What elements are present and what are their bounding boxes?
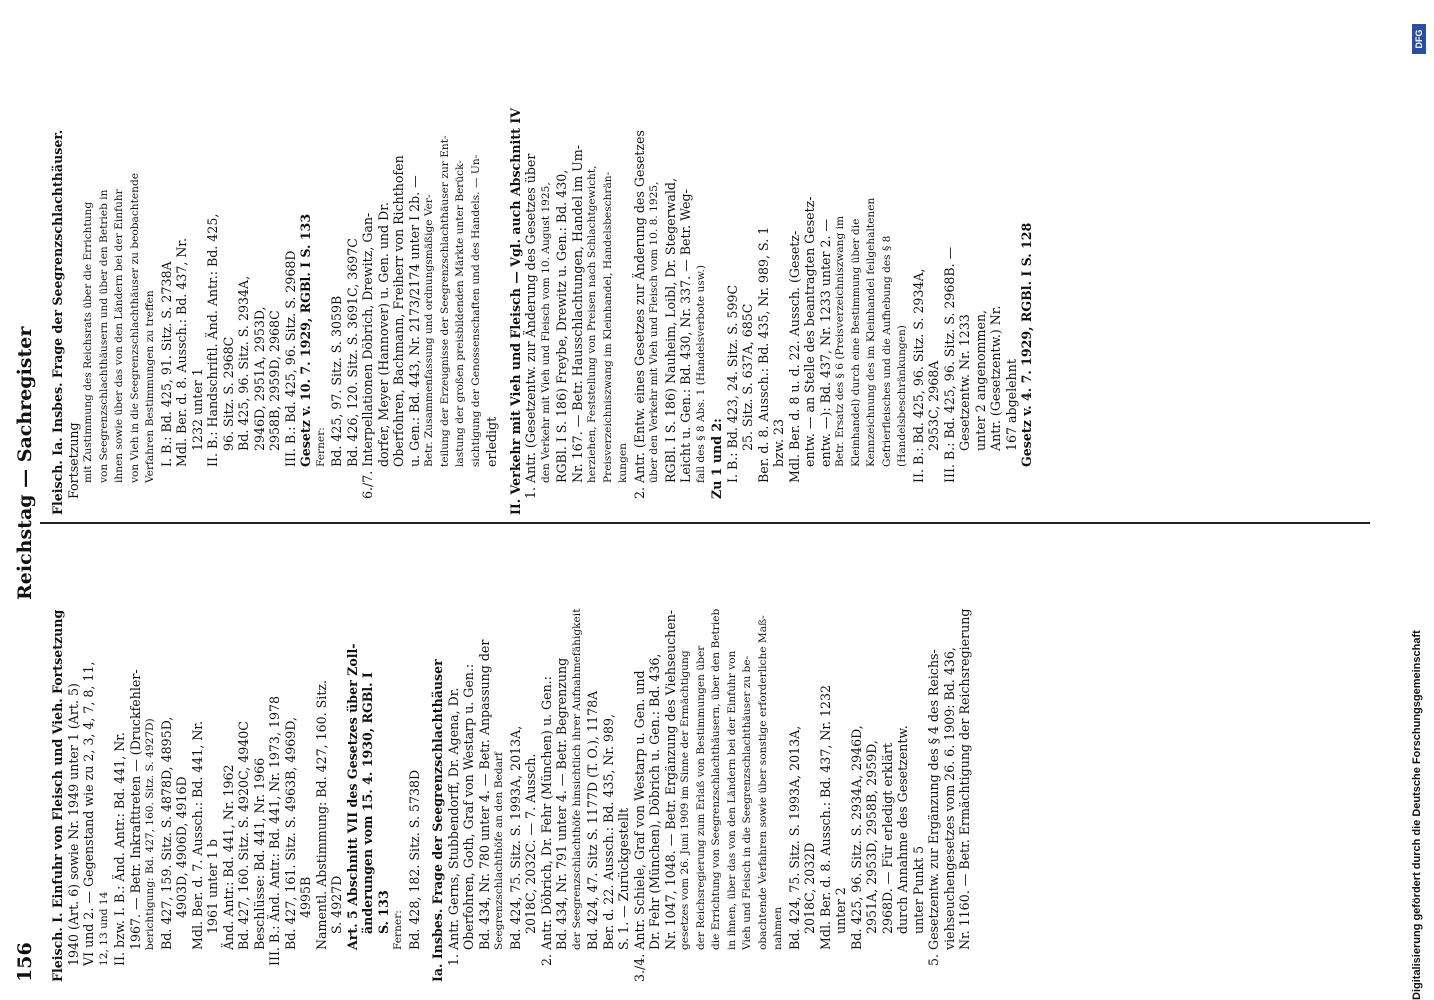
entry-line: Seegrenzschlachthöfe an den Bedarf (493, 752, 505, 950)
entry-line: 4903D, 4906D, 4916D (174, 776, 189, 918)
entry-line: ihnen sowie über das von den Ländern bei der Einfuhr (113, 189, 125, 483)
entry-line: Vieh und Fleisch in die Seegrenzschlachthäuser zu be- (741, 655, 753, 950)
left-column (50, 527, 973, 982)
entry-line: Ferner: (392, 910, 404, 950)
entry-line: 4995B (298, 876, 313, 918)
entry-line: mit Zustimmung des Reichsrats über die Errichtung (82, 201, 94, 483)
entry-line: unter Punkt 5 (910, 845, 926, 934)
entry-line: Oberfohren, Bachmann, Freiherr von Richthofen (391, 155, 406, 467)
entry-line: Bd. 424, 47. Sitz S. 1177D (T. O.), 1178A (585, 690, 600, 950)
entry-line: entw. — an Stelle des beantragten Gesetz- (802, 196, 817, 467)
entry-line: 2946D, 2951A, 2953D, (251, 306, 267, 451)
entry-line: 2018C, 2032D (802, 842, 817, 934)
entry-line: in ihnen, über das von den Ländern bei der Einfuhr von (725, 650, 738, 950)
entry-line: Bd. 425, 96. Sitz. S. 2934A, (236, 275, 251, 451)
entry-line: 1. Antr. (Gesetzentw. zur Änderung des Gesetzes über (523, 153, 538, 499)
entry-line: den Verkehr mit Vieh und Fleisch vom 10. August 1925, (539, 182, 552, 483)
entry-line: Nr. 1160. — Betr. Ermächtigung der Reichsregierung (957, 608, 972, 950)
entry-line: Bd. 425, 97. Sitz. S. 3059B (329, 295, 344, 467)
entry-line: Bd. 425, 96. Sitz. S. 2934A, 2946D, (848, 725, 864, 950)
entry-line: I. B.: Bd. 425, 91. Sitz. S. 2738A (158, 261, 174, 467)
entry-line: 2953C, 2968A (926, 360, 941, 451)
entry-line: Bd. 427, 161. Sitz. S. 4963B, 4969D, (282, 717, 298, 950)
entry-line: I. B.: Bd. 423, 24. Sitz. S. 599C (724, 284, 740, 483)
entry-line: Änd. Antr.: Bd. 441, Nr. 1962 (220, 764, 236, 950)
entry-line: entw. —): Bd. 437, Nr. 1233 unter 2. — (817, 218, 833, 467)
entry-line: 1232 unter 1 (189, 368, 205, 451)
entry-line: 96. Sitz. S. 2968C (220, 336, 236, 451)
right-column (50, 45, 1035, 515)
entry-line: 2018C, 2032C. — 7. Aussch. (523, 753, 538, 934)
entry-line: 2951A, 2953D, 2958B, 2959D, (864, 740, 879, 934)
entry-line: von Seegrenzschlachthäusern und über den Betrieb in (97, 189, 110, 483)
entry-line: Bd. 434, Nr. 791 unter 4. — Betr. Begrenzung (554, 657, 569, 950)
entry-line: 1967. — Betr. Inkrafttreten — (Druckfehler- (127, 669, 143, 950)
entry-line: u. Gen.: Bd. 443, Nr. 2173/2174 unter I 2b. — (406, 175, 422, 467)
entry-line: 2968D. — Für erledigt erklärt (879, 742, 895, 934)
entry-line: 2. Antr. (Entw. eines Gesetzes zur Änderung des Gesetzes (631, 130, 647, 499)
entry-line: Ber. d. 8. Aussch.: Bd. 435, Nr. 989, S. 1 (755, 226, 771, 483)
entry-line: Betr. Ersatz des § 6 (Preisverzeichniszwang im (834, 215, 846, 467)
entry-line: teilung der Erzeugnisse der Seegrenzschlachthäuser zur Ent- (438, 135, 451, 467)
entry-line: S. 4927D (329, 875, 344, 934)
entry-line: erledigt (484, 416, 499, 467)
entry-line: (Handelsbeschränkungen) (896, 325, 908, 467)
entry-line: 3./4. Antr. Schiele, Graf von Westarp u. Gen. und (631, 670, 647, 982)
entry-line: gesetzes vom 26. Juni 1909 im Sinne der Ermächtigung (679, 650, 691, 950)
entry-line: III. B.: Bd. 425, 96. Sitz. S. 2968D (282, 250, 298, 467)
entry-line: Bd. 428, 182. Sitz. S. 5738D (406, 769, 422, 950)
entry-line: unter 2 angenommen, (972, 309, 988, 451)
entry-line: Beschlüsse: Bd. 441, Nr. 1966 (251, 757, 267, 950)
entry-line: RGBl. I S. 186) Freybe, Drewitz u. Gen.: Bd. 430, (554, 169, 569, 483)
entry-line: Antr. (Gesetzentw.) Nr. (988, 305, 1003, 451)
entry-line: herziehen, Feststellung von Preisen nach Schlachtgewicht, (586, 165, 598, 483)
entry-line: lastung der großen preisbildenden Märkte unter Berück- (454, 160, 466, 467)
entry-line: Bd. 427, 160. Sitz. S. 4920C, 4940C (236, 721, 251, 950)
entry-line: Bd. 424, 75. Sitz. S. 1993A, 2013A, (786, 725, 802, 950)
entry-line: 25. Sitz. S. 637A, 685C (740, 303, 755, 451)
entry-line: von Vieh in die Seegrenzschlachthäuser zu beobachtende (128, 172, 141, 483)
entry-line: viehseuchengesetzes vom 26. 6. 1909: Bd. 436, (941, 647, 957, 950)
column-divider (40, 522, 1370, 524)
entry-line: die Errichtung von Seegrenzschlachthäusern, über den Betrieb (710, 608, 722, 950)
entry-line: Verfahren Bestimmungen zu treffen (144, 290, 156, 483)
entry-line: Gesetz v. 10. 7. 1929, RGBl. I S. 133 (298, 213, 313, 467)
entry-line: durch Annahme des Gesetzentw. (895, 725, 910, 934)
entry-line: sichtigung der Genossenschaften und des Handels. — Un- (469, 154, 482, 467)
entry-line: Gesetz v. 4. 7. 1929, RGBl. I S. 128 (1019, 222, 1034, 467)
entry-line: S. 1. — Zurückgestellt (616, 807, 631, 950)
entry-line: bzw. 23 (771, 418, 786, 467)
entry-line: II. Verkehr mit Vieh und Fleisch — Vgl. auch Abschnitt IV (507, 108, 523, 515)
entry-line: II. bzw. I. B.: Änd. Antr.: Bd. 441, Nr. (112, 732, 127, 966)
entry-line: Dr. Fehr (München), Döbrich u. Gen.: Bd. 436, (647, 653, 662, 950)
entry-line: S. 133 (375, 890, 391, 934)
entry-line: änderungen vom 15. 4. 1930, RGBl. I (360, 672, 375, 934)
entry-line: Bd. 434, Nr. 780 unter 4. — Betr. Anpassung der (476, 639, 492, 950)
entry-line: Fortsetzung (65, 422, 81, 499)
entry-line: Art. 5 Abschnitt VII des Gesetzes über Zoll- (344, 643, 360, 950)
entry-line: 5. Gesetzentw. zur Ergänzung des § 4 des Reichs- (926, 649, 941, 966)
entry-line: 2958B, 2959D, 2968C (267, 310, 282, 451)
entry-line: 12, 13 und 14 (97, 891, 110, 966)
entry-line: III. B.: Änd. Antr.: Bd. 441, Nr. 1973, 1978 (267, 696, 282, 966)
entry-line: Ferner: (314, 427, 327, 467)
entry-line: Oberfohren, Goth, Graf von Westarp u. Gen.: (461, 663, 476, 950)
entry-line: Bd. 427, 159. Sitz. S. 4878D, 4895D, (158, 716, 174, 950)
entry-line: Zu 1 und 2: (709, 418, 724, 499)
entry-line: 1961 unter 1 b (205, 839, 220, 934)
page-number: 156 (14, 942, 36, 982)
entry-line: Mdl. Ber. d. 8 u. d. 22. Aussch. (Gesetz- (786, 230, 802, 483)
entry-line: fall des § 8 Abs. 1 (Handelsverbote usw.) (694, 264, 707, 483)
entry-line: unter 2 (833, 887, 848, 934)
entry-line: RGBl. I S. 186) Nauheim, Loibl, Dr. Stegerwald, (662, 178, 678, 483)
entry-line: II. B.: Handschriftl. Änd. Antr.: Bd. 425, (205, 213, 220, 467)
entry-line: VI und 2. — Gegenstand wie zu 2, 3, 4, 7, 8, 11, (81, 661, 96, 966)
entry-line: Ia. Insbes. Frage der Seegrenzschlachthäuser (430, 659, 445, 982)
entry-line: Mdl. Ber. d. 7. Aussch.: Bd. 441, Nr. (189, 721, 205, 950)
entry-line: Leicht u. Gen.: Bd. 430, Nr. 337. — Betr. Weg- (678, 189, 693, 483)
entry-line: Nr. 1047, 1048. — Betr. Ergänzung des Viehseuchen- (662, 609, 678, 950)
entry-line: II. B.: Bd. 425, 96. Sitz. S. 2934A, (910, 268, 926, 483)
entry-line: Preisverzeichniszwang im Kleinhandel, Handelsbeschrän- (601, 171, 614, 483)
page-title: Reichstag — Sachregister (14, 326, 36, 600)
entry-line: nahmen (772, 906, 784, 950)
entry-line: Kleinhandel) durch eine Bestimmung über die (849, 218, 862, 467)
entry-line: berichtigung: Bd. 427, 160. Sitz. S. 4927D) (144, 718, 156, 950)
entry-line: Bd. 424, 75. Sitz. S. 1993A, 2013A, (507, 725, 523, 950)
entry-line: Gefrierfleisches und die Aufhebung des § 8 (880, 235, 893, 467)
dfg-logo: DFG (1412, 24, 1426, 54)
credit-text: Digitalisierung gefördert durch die Deutsche Forschungsgemeinschaft (1411, 630, 1423, 1000)
digitization-credit (1409, 12, 1431, 1000)
entry-line: über den Verkehr mit Vieh und Fleisch vom 10. 8. 1925, (648, 181, 660, 483)
entry-line: der Seegrenzschlachthöfe hinsichtlich ihrer Aufnahmefähigkeit (570, 608, 583, 950)
entry-line: obachtende Verfahren sowie über sonstige erforderliche Maß- (756, 615, 769, 950)
entry-line: 2. Antr. Döbrich, Dr. Fehr (München) u. Gen.: (538, 676, 554, 966)
entry-line: 6./7. Interpellationen Döbrich, Drewitz, Gan- (360, 212, 375, 499)
entry-line (422, 527, 430, 982)
entry-line: Fleisch. Ia. Insbes. Frage der Seegrenzschlachthäuser. (50, 129, 65, 515)
entry-line (500, 45, 508, 515)
entry-line: Mdl. Ber. d. 8. Aussch.: Bd. 437, Nr. (174, 238, 189, 467)
entry-line: dorfer, Meyer (Hannover) u. Gen. und Dr. (375, 202, 391, 467)
entry-line: Fleisch. I. Einfuhr von Fleisch und Vieh. Fortsetzung (50, 609, 65, 982)
entry-line: Nr. 167. — Betr. Hausschlachtungen, Handel im Um- (569, 145, 585, 483)
entry-line: Kennzeichnung des im Kleinhandel feilgehaltenen (865, 197, 877, 467)
entry-line: der Reichsregierung zum Erlaß von Bestimmungen über (694, 645, 707, 950)
entry-line: Mdl. Ber. d. 8. Aussch.: Bd. 437, Nr. 1232 (817, 684, 833, 950)
entry-line: kungen (617, 443, 629, 483)
entry-line: 1. Antr. Gerns, Stubbendorff, Dr. Agena, Dr. (445, 687, 461, 966)
entry-line: III. B.: Bd. 425, 96. Sitz. S. 2968B. — (941, 246, 957, 483)
entry-line: Namentl. Abstimmung: Bd. 427, 160. Sitz. (313, 679, 329, 950)
entry-line: Ber. d. 22. Aussch.: Bd. 435, Nr. 989, (600, 713, 616, 950)
entry-line: 1940 (Art. 6) sowie Nr. 1949 unter 1 (Art. 5) (65, 683, 81, 966)
entry-line: Gesetzentw. Nr. 1233 (957, 314, 972, 451)
entry-line: 167 abgelehnt (1003, 359, 1019, 451)
entry-line: Betr. Zusammenfassung und ordnungsmäßige Ver- (423, 194, 435, 467)
entry-line: Bd. 426, 120. Sitz. S. 3691C, 3697C (344, 238, 360, 467)
